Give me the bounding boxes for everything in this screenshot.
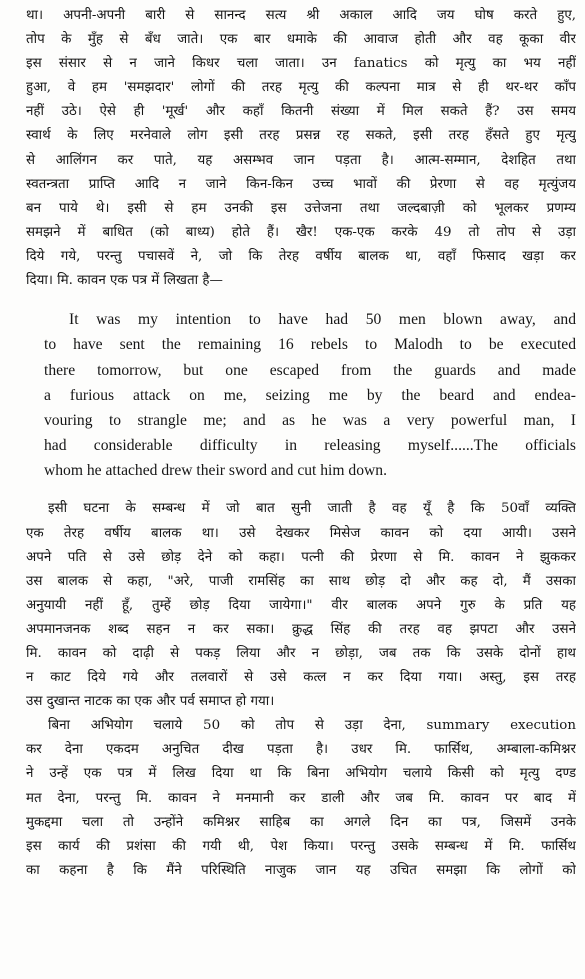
text-line: कर देना एकदम अनुचित दीख पड़ता है। उधर मि. फार्सिथ, अम्बाला-कमिश्नर [26, 742, 576, 758]
text-line: उस बालक से कहा, "अरे, पाजी रामसिंह का साथ छोड़ दो और कह दो, मैं उसका [26, 573, 576, 589]
text-line: ने उन्हें एक पत्र में लिख दिया था कि बिना अभियोग चलाये किसी को मृत्यु दण्ड [26, 766, 576, 782]
quote-line: a furious attack on me, seizing me by the beard and endea- [44, 386, 576, 404]
paragraph-cannon-executions [26, 4, 576, 293]
text-line: एक तेरह वर्षीय बालक था। उसे देखकर मिसेज कावन को दया आयी। उसने [26, 525, 576, 541]
text-line: अनुयायी नहीं हूँ, तुम्हें छोड़ दिया जायेगा।" वीर बालक अपने गुरु के प्रति यह [26, 597, 576, 613]
text-line: इस संसार से न जाने किधर चला जाता। उन fanatics को मृत्यु का भय नहीं [26, 56, 576, 72]
text-line: दिया। मि. कावन एक पत्र में लिखता है— [26, 273, 223, 289]
text-line: न काट दिये गये और तलवारों से उसे कत्ल न कर दिया गया। अस्तु, इस तरह [26, 670, 576, 686]
text-line: इसी घटना के सम्बन्ध में जो बात सुनी जाती है वह यूँ है कि 50वाँ व्यक्ति [48, 501, 576, 517]
quote-line: to have sent the remaining 16 rebels to Malodh to be executed [44, 336, 576, 354]
text-line: था। अपनी-अपनी बारी से सानन्द सत्य श्री अकाल आदि जय घोष करते हुए, [26, 8, 576, 23]
text-line: अपमानजनक शब्द सहन न कर सका। क्रुद्ध सिंह की तरह वह झपटा और उसने [26, 621, 576, 637]
text-line: तोप के मुँह से बँध जाते। एक बार धमाके की आवाज होती और वह कूका वीर [26, 32, 576, 48]
quote-line: vouring to strangle me; and as he was a very powerful man, I [44, 411, 576, 429]
quote-line: there tomorrow, but one escaped from the guards and made [44, 361, 576, 379]
text-line: अपने पति से उसे छोड़ देने को कहा। पत्नी की प्रेरणा से मि. कावन ने झुककर [26, 549, 576, 565]
quote-line: whom he attached drew their sword and cut him down. [44, 462, 387, 480]
text-line: उस दुखान्त नाटक का एक और पर्व समाप्त हो गया। [26, 694, 275, 710]
text-line: मत देना, परन्तु मि. कावन ने मनमानी कर डाली और जब मि. कावन पर बाद में [26, 790, 576, 806]
text-line: मुकद्दमा चला तो उन्होंने कमिश्नर साहिब का अगले दिन का पत्र, जिसमें उनके [26, 814, 576, 830]
text-line: इस कार्य की प्रशंसा की गयी थी, पेश किया। परन्तु उसके सम्बन्ध में मि. फार्सिथ [26, 838, 576, 854]
text-line: बिना अभियोग चलाये 50 को तोप से उड़ा देना, summary execution [48, 718, 576, 734]
text-line: स्वतन्त्रता प्राप्ति आदि न जाने किन-किन उच्च भावों की प्रेरणा से वह मृत्युंजय [26, 176, 576, 192]
text-line: समझने में बाधित (को बाध्य) होते हैं। खैर! एक-एक करके 49 तो तोप से उड़ा [26, 224, 576, 240]
text-line: स्वार्थ के लिए मरनेवाले लोग इसी तरह प्रसन्न रह सकते, इसी तरह हँसते हुए मृत्यु [26, 128, 576, 144]
text-line: से आलिंगन कर पाते, यह असम्भव जान पड़ता है। आत्म-सम्मान, देशहित तथा [26, 152, 576, 168]
text-line: हुआ, वे हम 'समझदार' लोगों की तरह मृत्यु की कल्पना मात्र से ही थर-थर काँप [26, 80, 576, 96]
english-quote-block [26, 307, 576, 483]
text-line: मि. कावन को दाढ़ी से पकड़ लिया और न छोड़ा, जब तक कि उसके दोनों हाथ [26, 646, 576, 661]
text-line: दिये गये, परन्तु पचासवें ने, जो कि तेरह वर्षीय बालक था, वहाँ फिसाद खड़ा कर [26, 248, 576, 264]
quote-line: had considerable difficulty in releasing myself......The officials [44, 437, 576, 455]
text-line: नहीं उठे। ऐसे ही 'मूर्ख' और कहाँ कितनी संख्या में मिल सकते हैं? उस समय [26, 104, 576, 120]
text-line: बन पाये थे। इसी से हम उनकी इस उत्तेजना तथा जल्दबाज़ी को भूलकर प्रणम्य [26, 200, 576, 216]
paragraph-fiftieth-boy [26, 497, 576, 714]
quote-line: It was my intention to have had 50 men blown away, and [69, 311, 576, 329]
text-line: का कहना है कि मैंने परिस्थिति नाजुक जान यह उचित समझा कि लोगों को [26, 862, 576, 878]
paragraph-summary-execution [26, 714, 576, 883]
